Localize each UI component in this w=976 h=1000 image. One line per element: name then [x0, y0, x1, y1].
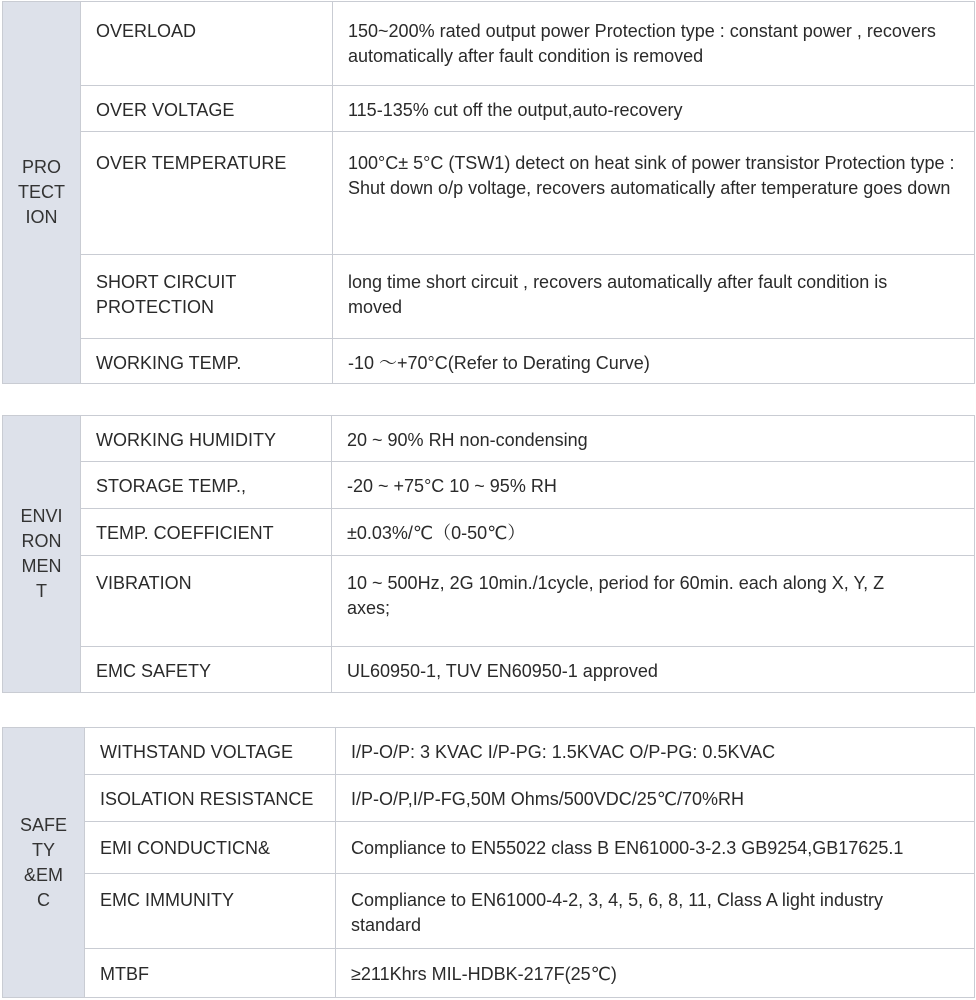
param-value: UL60950-1, TUV EN60950-1 approved — [347, 661, 658, 681]
param-label: TEMP. COEFFICIENT — [96, 523, 274, 543]
safety-emc-spec-table — [2, 727, 975, 998]
param-label: SHORT CIRCUIT PROTECTION — [96, 272, 237, 317]
param-label: WITHSTAND VOLTAGE — [100, 742, 294, 762]
table-row — [3, 822, 975, 874]
category-label-environment: ENVI RON MEN T — [3, 416, 81, 693]
param-value: Compliance to EN61000-4-2, 3, 4, 5, 6, 8, 11, Class A light industry standard — [351, 890, 883, 935]
table-row — [3, 86, 975, 132]
param-value: I/P-O/P: 3 KVAC I/P-PG: 1.5KVAC O/P-PG: 0.5KVAC — [351, 742, 776, 762]
table-row — [3, 416, 975, 462]
category-label-safety-emc: SAFE TY &EM C — [3, 728, 85, 998]
category-label-protection: PRO TECT ION — [3, 2, 81, 384]
table-row — [3, 339, 975, 384]
param-label: MTBF — [100, 964, 149, 984]
table-row — [3, 949, 975, 998]
param-label: WORKING HUMIDITY — [96, 430, 276, 450]
param-value: -20 ~ +75°C 10 ~ 95% RH — [347, 476, 557, 496]
table-row — [3, 728, 975, 775]
param-value: ±0.03%/℃（0-50℃） — [347, 523, 526, 543]
param-value: 150~200% rated output power Protection type : constant power , recovers automatically after fault condition is removed — [348, 21, 936, 66]
table-row — [3, 775, 975, 822]
param-value: 10 ~ 500Hz, 2G 10min./1cycle, period for 60min. each along X, Y, Z axes; — [347, 573, 885, 618]
table-row — [3, 2, 975, 86]
param-label: STORAGE TEMP., — [96, 476, 247, 496]
table-row — [3, 874, 975, 949]
param-label: OVER TEMPERATURE — [96, 153, 287, 173]
param-value: Compliance to EN55022 class B EN61000-3-2.3 GB9254,GB17625.1 — [351, 838, 904, 858]
table-row — [3, 647, 975, 693]
param-value: I/P-O/P,I/P-FG,50M Ohms/500VDC/25℃/70%RH — [351, 789, 745, 809]
table-row — [3, 509, 975, 556]
param-label: ISOLATION RESISTANCE — [100, 789, 314, 809]
param-label: VIBRATION — [96, 573, 192, 593]
environment-spec-table — [2, 415, 975, 693]
table-row — [3, 255, 975, 339]
param-label: EMI CONDUCTICN& — [100, 838, 270, 858]
param-value: ≥211Khrs MIL-HDBK-217F(25℃) — [351, 964, 617, 984]
param-label: OVERLOAD — [96, 21, 197, 41]
param-label: EMC SAFETY — [96, 661, 212, 681]
param-value: long time short circuit , recovers automatically after fault condition is moved — [348, 272, 888, 317]
table-row — [3, 132, 975, 255]
param-label: WORKING TEMP. — [96, 353, 242, 373]
param-value: 115-135% cut off the output,auto-recovery — [348, 100, 683, 120]
param-value: 20 ~ 90% RH non-condensing — [347, 430, 588, 450]
table-row — [3, 556, 975, 647]
param-label: EMC IMMUNITY — [100, 890, 234, 910]
protection-spec-table — [2, 1, 975, 384]
param-label: OVER VOLTAGE — [96, 100, 235, 120]
param-value: 100°C± 5°C (TSW1) detect on heat sink of power transistor Protection type : Shut down o/p voltage, recovers automatically after temperature goes down — [348, 153, 955, 198]
table-row — [3, 462, 975, 509]
param-value: -10 ～+70°C(Refer to Derating Curve) — [348, 353, 650, 373]
